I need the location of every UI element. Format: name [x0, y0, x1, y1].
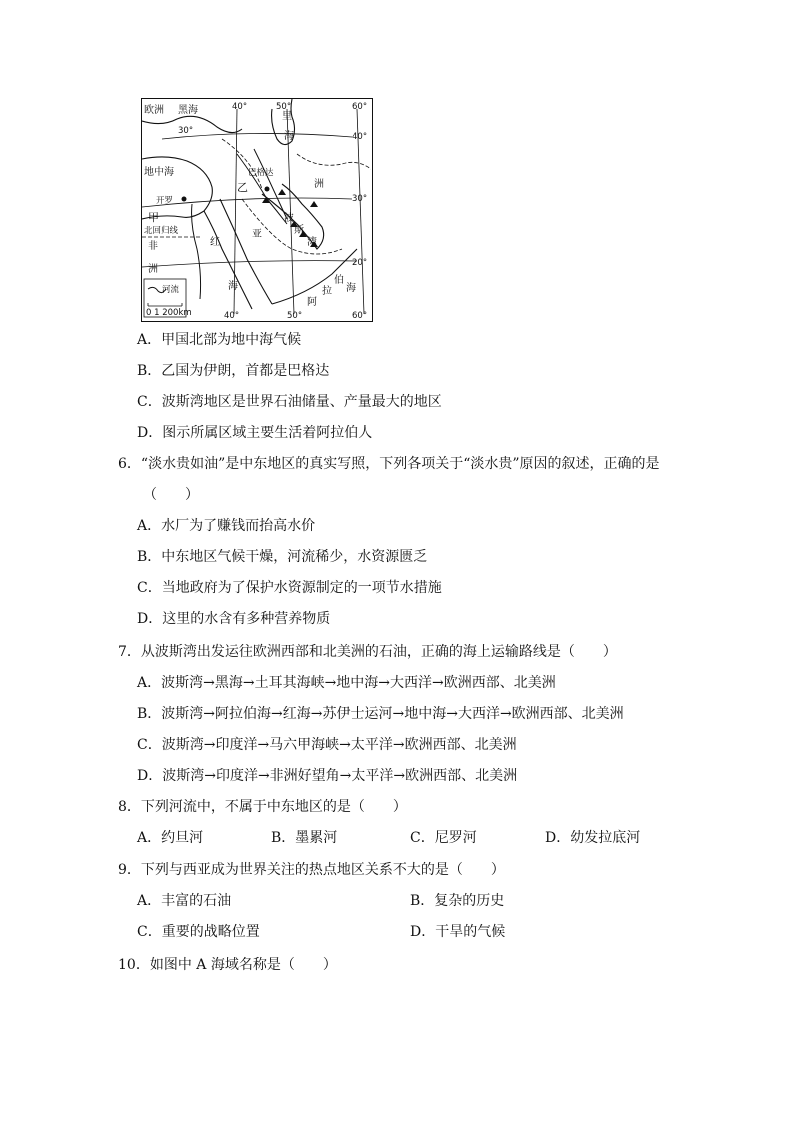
label-lon60-top: 60° — [352, 102, 368, 112]
label-lat40-right: 40° — [352, 132, 368, 142]
q6-option-c: C．当地政府为了保护水资源制定的一项节水措施 — [137, 580, 442, 596]
label-caspian-2: 海 — [284, 131, 294, 142]
label-lon40-top: 40° — [232, 102, 248, 112]
label-yi: 乙 — [237, 181, 248, 194]
label-scale: 0 1 200km — [146, 308, 192, 318]
q7-option-a: A．波斯湾→黑海→土耳其海峡→地中海→大西洋→欧洲西部、北美洲 — [137, 675, 556, 691]
question-10: 10．如图中 A 海域名称是（ ） — [118, 957, 337, 973]
label-baghdad: 巴格达 — [248, 168, 274, 178]
question-6-blank: （ ） — [143, 487, 199, 503]
q5-option-a: A．甲国北部为地中海气候 — [137, 332, 302, 348]
question-8: 8．下列河流中，不属于中东地区的是（ ） — [118, 799, 407, 815]
label-red-sea: 海 — [228, 281, 238, 292]
label-lat30-right: 30° — [352, 194, 368, 204]
label-lat20-right: 20° — [352, 258, 368, 268]
label-wan: 湾 — [307, 237, 317, 248]
label-cairo: 开罗 — [156, 196, 174, 206]
question-9: 9．下列与西亚成为世界关注的热点地区关系不大的是（ ） — [118, 862, 505, 878]
label-lon50-top: 50° — [276, 102, 292, 112]
border-2 — [297, 154, 371, 169]
cairo-dot — [182, 197, 187, 202]
question-6: 6．“淡水贵如油”是中东地区的真实写照，下列各项关于“淡水贵”原因的叙述，正确的是 — [118, 456, 660, 472]
label-bo: 波 — [284, 213, 294, 224]
label-lat30-left: 30° — [178, 126, 194, 136]
label-si: 斯 — [294, 225, 304, 236]
map-svg — [142, 99, 371, 320]
q5-option-d: D．图示所属区域主要生活着阿拉伯人 — [137, 425, 373, 441]
label-asia-top: 洲 — [314, 179, 324, 190]
label-asia-mid: 亚 — [252, 229, 262, 240]
middle-east-map — [141, 98, 373, 322]
label-lon50-bot: 50° — [287, 311, 303, 320]
red-sea-west — [204, 211, 252, 309]
q7-option-d: D．波斯湾→印度洋→非洲好望角→太平洋→欧洲西部、北美洲 — [137, 768, 518, 784]
oil-field-icon — [310, 201, 318, 207]
oil-field-icon — [262, 197, 270, 203]
q9-option-c: C．重要的战略位置 — [137, 924, 260, 940]
label-med: 地中海 — [144, 167, 174, 178]
q8-option-c: C．尼罗河 — [410, 830, 477, 846]
label-legend-river: 河流 — [162, 285, 180, 295]
label-red: 红 — [210, 237, 220, 248]
q9-option-b: B．复杂的历史 — [410, 893, 505, 909]
oil-field-icon — [278, 189, 286, 195]
label-lon60-bot: 60° — [352, 311, 368, 320]
label-black-sea: 黑海 — [178, 105, 198, 116]
label-europe: 欧洲 — [144, 105, 164, 116]
arabia-south-coast — [272, 249, 357, 304]
label-jia: 甲 — [148, 211, 159, 224]
label-africa-1: 非 — [148, 241, 158, 252]
label-africa-2: 洲 — [148, 264, 158, 275]
q7-option-b: B．波斯湾→阿拉伯海→红海→苏伊士运河→地中海→大西洋→欧洲西部、北美洲 — [137, 706, 624, 722]
q7-option-c: C．波斯湾→印度洋→马六甲海峡→太平洋→欧洲西部、北美洲 — [137, 737, 517, 753]
baghdad-dot — [265, 187, 270, 192]
q6-option-d: D．这里的水含有多种营养物质 — [137, 611, 331, 627]
q6-option-a: A．水厂为了赚钱而抬高水价 — [137, 518, 316, 534]
label-caspian: 里 — [282, 111, 292, 122]
q9-option-d: D．干旱的气候 — [410, 924, 506, 940]
q8-option-a: A．约旦河 — [137, 830, 204, 846]
q6-option-b: B．中东地区气候干燥，河流稀少，水资源匮乏 — [137, 549, 428, 565]
q5-option-b: B．乙国为伊朗，首都是巴格达 — [137, 363, 330, 379]
label-arabia-2: 拉 — [322, 286, 332, 297]
q5-option-c: C．波斯湾地区是世界石油储量、产量最大的地区 — [137, 394, 442, 410]
q9-option-a: A．丰富的石油 — [137, 893, 232, 909]
q8-option-b: B．墨累河 — [271, 830, 338, 846]
label-arabia-4: 海 — [346, 283, 356, 294]
nile-river — [192, 204, 201, 299]
question-7: 7．从波斯湾出发运往欧洲西部和北美洲的石油，正确的海上运输路线是（ ） — [118, 644, 617, 660]
label-tropic: 北回归线 — [144, 226, 179, 236]
q8-option-d: D．幼发拉底河 — [545, 830, 641, 846]
label-lon40-bot: 40° — [224, 311, 240, 320]
label-arabia-3: 伯 — [334, 275, 344, 286]
label-arabia-1: 阿 — [307, 297, 317, 308]
